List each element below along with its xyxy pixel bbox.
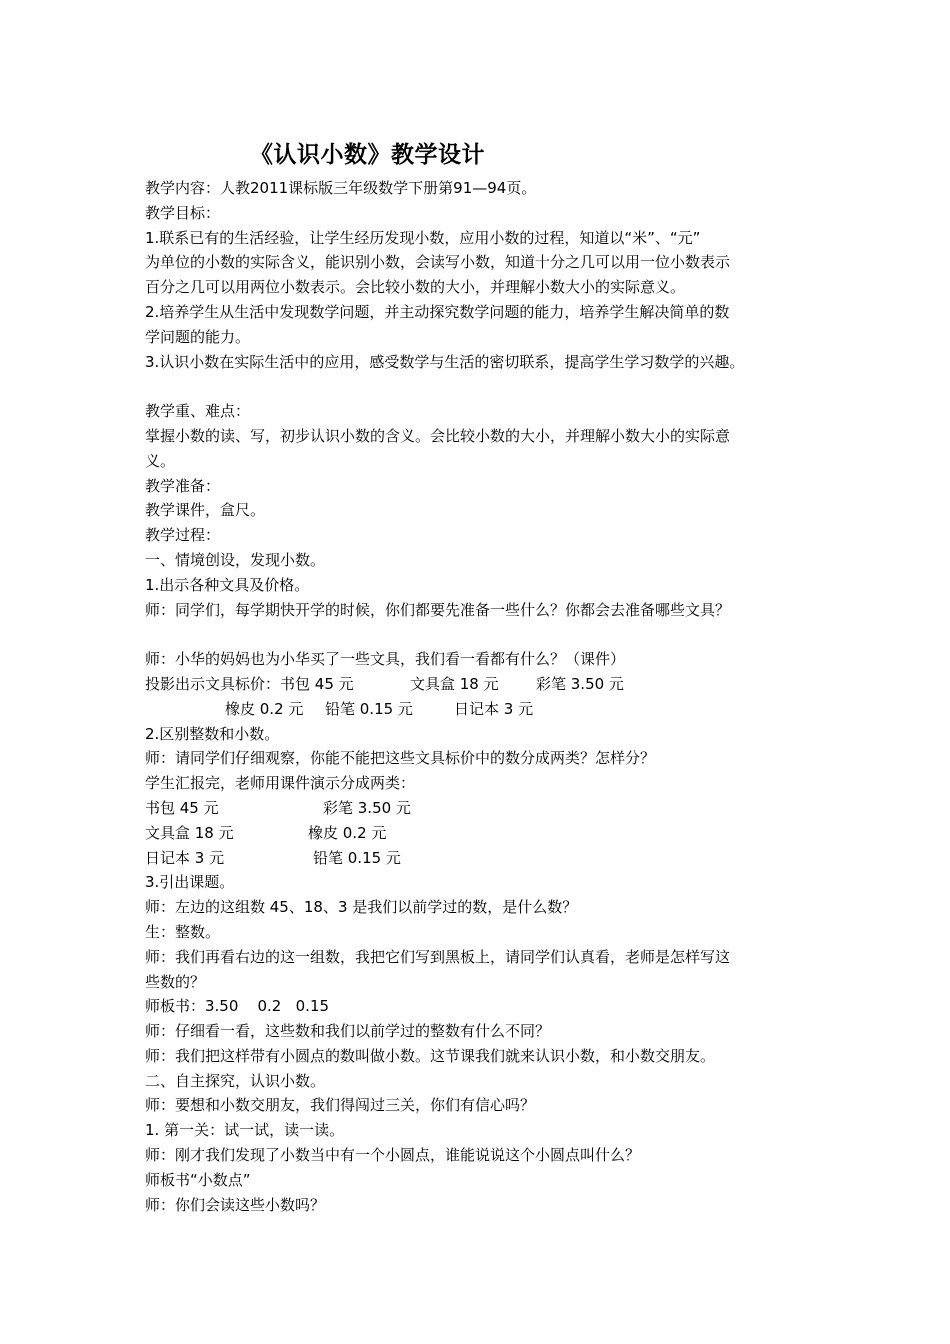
section-heading: 教学准备： xyxy=(145,476,221,495)
document-body xyxy=(145,176,835,1217)
paragraph-line: 师：同学们，每学期快开学的时候，你们都要先准备一些什么？你都会去准备哪些文具？ xyxy=(145,600,731,619)
section-heading: 教学过程： xyxy=(145,526,221,545)
paragraph-line: 师：小华的妈妈也为小华买了一些文具，我们看一看都有什么？（课件） xyxy=(145,650,626,669)
paragraph-line: 百分之几可以用两位小数表示。会比较小数的大小，并理解小数大小的实际意义。 xyxy=(145,278,686,297)
paragraph-line: 义。 xyxy=(145,451,176,470)
category-row xyxy=(145,821,835,846)
decimal-item: 橡皮 0.2 元 xyxy=(308,823,387,842)
paragraph-line: 师：请同学们仔细观察，你能不能把这些文具标价中的数分成两类？怎样分？ xyxy=(145,749,656,768)
document-title: 《认识小数》教学设计 xyxy=(250,142,485,168)
blank-line xyxy=(145,374,835,399)
paragraph-line: 师：要想和小数交朋友，我们得闯过三关，你们有信心吗？ xyxy=(145,1096,536,1115)
paragraph-line: 1. 第一关：试一试，读一读。 xyxy=(145,1121,345,1140)
price-row xyxy=(145,672,835,697)
paragraph-line: 2.区别整数和小数。 xyxy=(145,724,280,743)
paragraph-line: 些数的？ xyxy=(145,972,206,991)
integer-item: 日记本 3 元 xyxy=(145,848,225,867)
paragraph-line: 师板书“小数点” xyxy=(145,1170,251,1189)
paragraph-line: 为单位的小数的实际含义，能识别小数，会读写小数，知道十分之几可以用一位小数表示 xyxy=(145,253,731,272)
paragraph-line: 师：我们再看右边的这一组数，我把它们写到黑板上，请同学们认真看，老师是怎样写这 xyxy=(145,947,731,966)
price-item: 文具盒 18 元 xyxy=(410,674,499,693)
integer-item: 文具盒 18 元 xyxy=(145,823,234,842)
decimal-item: 彩笔 3.50 元 xyxy=(323,798,411,817)
paragraph-line: 掌握小数的读、写，初步认识小数的含义。会比较小数的大小，并理解小数大小的实际意 xyxy=(145,426,731,445)
paragraph-line: 学生汇报完，老师用课件演示分成两类： xyxy=(145,774,416,793)
paragraph-line: 师：你们会读这些小数吗？ xyxy=(145,1195,326,1214)
paragraph-line: 二、自主探究，认识小数。 xyxy=(145,1071,326,1090)
price-row xyxy=(145,697,835,722)
paragraph-line: 1.出示各种文具及价格。 xyxy=(145,575,310,594)
category-row xyxy=(145,846,835,871)
decimal-item: 铅笔 0.15 元 xyxy=(313,848,401,867)
blank-line xyxy=(145,622,835,647)
paragraph-line: 1.联系已有的生活经验，让学生经历发现小数，应用小数的过程，知道以“米”、“元” xyxy=(145,228,701,247)
paragraph-line: 师：左边的这组数 45、18、3 是我们以前学过的数，是什么数？ xyxy=(145,898,578,917)
price-item: 铅笔 0.15 元 xyxy=(325,699,413,718)
paragraph-line: 3.认识小数在实际生活中的应用，感受数学与生活的密切联系，提高学生学习数学的兴趣。 xyxy=(145,352,745,371)
price-item: 橡皮 0.2 元 xyxy=(225,699,304,718)
paragraph-line: 3.引出课题。 xyxy=(145,873,235,892)
paragraph-line: 师：我们把这样带有小圆点的数叫做小数。这节课我们就来认识小数，和小数交朋友。 xyxy=(145,1046,716,1065)
paragraph-line: 师：刚才我们发现了小数当中有一个小圆点，谁能说说这个小圆点叫什么？ xyxy=(145,1146,641,1165)
integer-item: 书包 45 元 xyxy=(145,798,219,817)
paragraph-line: 教学课件，盒尺。 xyxy=(145,501,266,520)
paragraph-line: 生：整数。 xyxy=(145,922,221,941)
paragraph-line: 2.培养学生从生活中发现数学问题，并主动探究数学问题的能力，培养学生解决简单的数 xyxy=(145,302,730,321)
paragraph-line: 学问题的能力。 xyxy=(145,327,251,346)
category-row xyxy=(145,796,835,821)
price-item: 彩笔 3.50 元 xyxy=(536,674,624,693)
paragraph-line: 师板书：3.50 0.2 0.15 xyxy=(145,997,330,1016)
price-item: 投影出示文具标价：书包 45 元 xyxy=(145,674,354,693)
section-heading: 教学目标： xyxy=(145,203,221,222)
paragraph-line: 师：仔细看一看，这些数和我们以前学过的整数有什么不同？ xyxy=(145,1022,551,1041)
section-heading: 教学重、难点： xyxy=(145,402,251,421)
price-item: 日记本 3 元 xyxy=(454,699,534,718)
paragraph-line: 教学内容：人教2011课标版三年级数学下册第91—94页。 xyxy=(145,179,537,197)
paragraph-line: 一、情境创设，发现小数。 xyxy=(145,550,326,569)
